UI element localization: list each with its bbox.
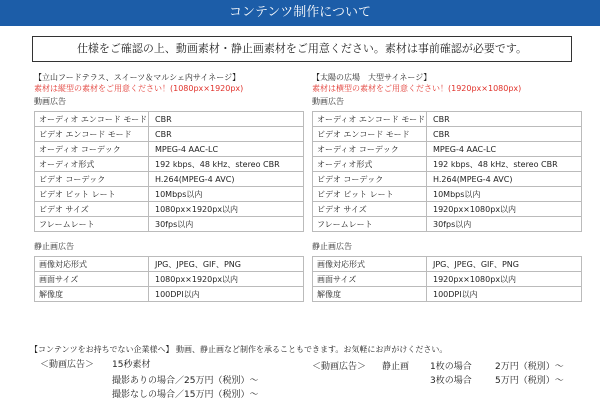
spec-row — [35, 272, 304, 287]
spec-row — [313, 127, 582, 142]
spec-row — [313, 187, 582, 202]
spec-value: H.264(MPEG-4 AVC) — [149, 172, 304, 187]
spec-row — [313, 142, 582, 157]
spec-row — [35, 112, 304, 127]
still-section-title: 静止画広告 — [34, 242, 74, 251]
still-price-3: 5万円（税別）～ — [495, 376, 564, 386]
video-price-with-shoot: 撮影ありの場合／25万円（税別）～ — [112, 376, 259, 386]
spec-value: JPG、JPEG、GIF、PNG — [149, 257, 304, 272]
spec-key: ビデオ サイズ — [313, 202, 427, 217]
spec-row — [35, 217, 304, 232]
video-price-without-shoot: 撮影なしの場合／15万円（税別）～ — [112, 390, 259, 400]
spec-value: CBR — [149, 127, 304, 142]
spec-row — [35, 172, 304, 187]
spec-row — [313, 257, 582, 272]
spec-key: オーディオ エンコード モード — [35, 112, 149, 127]
spec-key: 解像度 — [313, 287, 427, 302]
spec-key: ビデオ エンコード モード — [35, 127, 149, 142]
spec-row — [313, 112, 582, 127]
spec-value: CBR — [149, 112, 304, 127]
spec-value: 1080px×1920px以内 — [149, 202, 304, 217]
spec-value: 192 kbps、48 kHz、stereo CBR — [427, 157, 582, 172]
spec-value: 192 kbps、48 kHz、stereo CBR — [149, 157, 304, 172]
still-spec-table — [312, 256, 582, 302]
spec-value: CBR — [427, 112, 582, 127]
spec-row — [313, 287, 582, 302]
spec-key: ビデオ ビット レート — [35, 187, 149, 202]
spec-key: フレームレート — [35, 217, 149, 232]
spec-key: ビデオ サイズ — [35, 202, 149, 217]
spec-key: フレームレート — [313, 217, 427, 232]
spec-row — [35, 257, 304, 272]
spec-key: ビデオ ビット レート — [313, 187, 427, 202]
left-column — [34, 72, 304, 302]
spec-key: 解像度 — [35, 287, 149, 302]
spec-value: 10Mbps以内 — [427, 187, 582, 202]
page-header — [0, 0, 600, 26]
spec-key: オーディオ エンコード モード — [313, 112, 427, 127]
spec-key: オーディオ コーデック — [313, 142, 427, 157]
spec-value: CBR — [427, 127, 582, 142]
spec-key: ビデオ コーデック — [35, 172, 149, 187]
spec-value: 100DPI以内 — [149, 287, 304, 302]
spec-value: 10Mbps以内 — [149, 187, 304, 202]
still-price-1: 2万円（税別）～ — [495, 362, 564, 372]
still-spec-table — [34, 256, 304, 302]
production-intro: 【コンテンツをお持ちでない企業様へ】 動画、静止画など制作を承ることもできます。お気軽にお声がけください。 — [30, 345, 448, 354]
spec-value: 1080px×1920px以内 — [149, 272, 304, 287]
spec-key: オーディオ コーデック — [35, 142, 149, 157]
spec-value: MPEG-4 AAC-LC — [149, 142, 304, 157]
video-price-label: ＜動画広告＞ — [40, 360, 95, 370]
spec-row — [35, 187, 304, 202]
spec-value: 1920px×1080px以内 — [427, 202, 582, 217]
still-section-title: 静止画広告 — [312, 242, 352, 251]
video-spec-table — [34, 111, 304, 232]
spec-key: ビデオ コーデック — [313, 172, 427, 187]
page-title: コンテンツ制作について — [228, 5, 372, 20]
spec-value: 100DPI以内 — [427, 287, 582, 302]
video-price-item: 15秒素材 — [112, 360, 151, 370]
video-section-title: 動画広告 — [312, 97, 344, 106]
spec-row — [35, 287, 304, 302]
still-count-3: 3枚の場合 — [430, 376, 472, 386]
spec-row — [313, 202, 582, 217]
spec-key: 画面サイズ — [35, 272, 149, 287]
spec-row — [35, 157, 304, 172]
spec-value: MPEG-4 AAC-LC — [427, 142, 582, 157]
video-spec-table — [312, 111, 582, 232]
location-title: 【太陽の広場 大型サイネージ】 — [312, 73, 432, 82]
spec-key: 画像対応形式 — [35, 257, 149, 272]
spec-row — [313, 217, 582, 232]
spec-key: オーディオ形式 — [35, 157, 149, 172]
size-note: 素材は横型の素材をご用意ください！(1920px×1080px) — [312, 84, 522, 93]
notice-text: 仕様をご確認の上、動画素材・静止画素材をご用意ください。素材は事前確認が必要です。 — [76, 42, 528, 55]
notice-box — [32, 36, 572, 62]
spec-row — [35, 202, 304, 217]
spec-value: JPG、JPEG、GIF、PNG — [427, 257, 582, 272]
video-section-title: 動画広告 — [34, 97, 66, 106]
spec-value: 30fps以内 — [427, 217, 582, 232]
still-price-item: 静止画 — [382, 362, 410, 372]
spec-key: オーディオ形式 — [313, 157, 427, 172]
spec-row — [313, 157, 582, 172]
spec-row — [313, 172, 582, 187]
still-price-label: ＜動画広告＞ — [312, 362, 367, 372]
spec-value: H.264(MPEG-4 AVC) — [427, 172, 582, 187]
spec-row — [35, 142, 304, 157]
spec-row — [35, 127, 304, 142]
spec-value: 30fps以内 — [149, 217, 304, 232]
spec-key: 画像対応形式 — [313, 257, 427, 272]
spec-key: 画面サイズ — [313, 272, 427, 287]
spec-key: ビデオ エンコード モード — [313, 127, 427, 142]
right-column — [312, 72, 582, 302]
size-note: 素材は縦型の素材をご用意ください！(1080px×1920px) — [34, 84, 244, 93]
spec-row — [313, 272, 582, 287]
location-title: 【立山フードテラス、スイーツ＆マルシェ内サイネージ】 — [34, 73, 241, 82]
still-count-1: 1枚の場合 — [430, 362, 472, 372]
spec-value: 1920px×1080px以内 — [427, 272, 582, 287]
